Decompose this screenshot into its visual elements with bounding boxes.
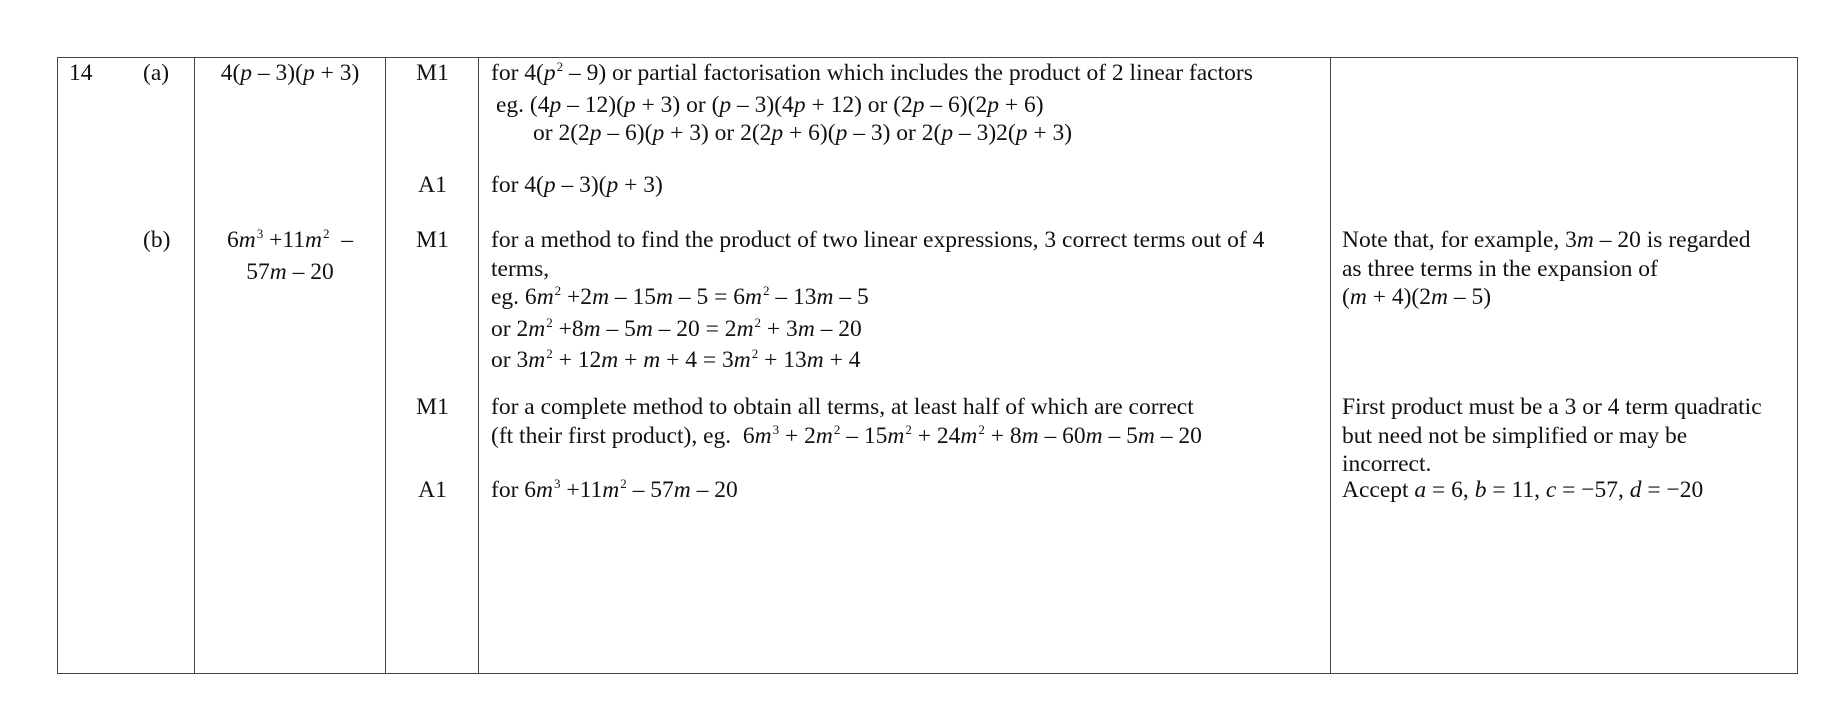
part-b-label: (b): [143, 227, 171, 253]
column-divider: [1330, 58, 1331, 673]
note-b-m1: Note that, for example, 3m – 20 is regarded as three terms in the expansion of (m + 4)(2m – 5): [1342, 227, 1751, 310]
part-b-answer: $6m^3 +11m^2$ – 57m – 20: [227, 226, 353, 285]
guidance-a-m1: for $4(p^2 - 9)$ or partial factorisation which includes the product of 2 linear factors eg. (4p – 12)(p + 3) or (p – 3)(4p + 12) or (2p – 6)(2p + 6) or 2(2p – 6)(p + 3) or 2(2p + 6)(p – 3) or 2(p – 3)2(p + 3): [491, 59, 1253, 146]
note-b-a1: Accept a = 6, b = 11, c = −57, d = −20: [1342, 477, 1704, 503]
mark-code: A1: [418, 477, 447, 503]
mark-code: M1: [416, 394, 449, 420]
guidance-b-m1-complete: for a complete method to obtain all terms, at least half of which are correct (ft their first product), eg. $6m^3 + 2m^2 - 15m^2 + 24m^2 + 8m - 60m - 5m - 20$: [491, 394, 1202, 449]
guidance-b-a1: for $6m^3 +11m^2 - 57m - 20$: [491, 476, 738, 503]
part-a-answer: 4(p – 3)(p + 3): [220, 60, 360, 86]
mark-code: M1: [416, 60, 449, 86]
note-b-m1-complete: First product must be a 3 or 4 term quadratic but need not be simplified or may be incorrect.: [1342, 394, 1762, 477]
column-divider: [385, 58, 386, 673]
mark-code: A1: [418, 172, 447, 198]
question-number: 14: [69, 60, 93, 86]
mark-scheme-table: [57, 57, 1798, 674]
column-divider: [194, 58, 195, 673]
part-a-label: (a): [143, 60, 170, 86]
guidance-a-a1: for 4(p – 3)(p + 3): [491, 172, 663, 198]
column-divider: [478, 58, 479, 673]
mark-code: M1: [416, 227, 449, 253]
guidance-b-m1: for a method to find the product of two linear expressions, 3 correct terms out of 4 terms, eg. $6m^2 +2m - 15m - 5 = 6m^2 - 13m - 5$ or $2m^2 +8m - 5m - 20 = 2m^2 + 3m - 20$ or $3m^2 + 12m + m + 4 = 3m^2 + 13m + 4$: [491, 227, 1265, 373]
